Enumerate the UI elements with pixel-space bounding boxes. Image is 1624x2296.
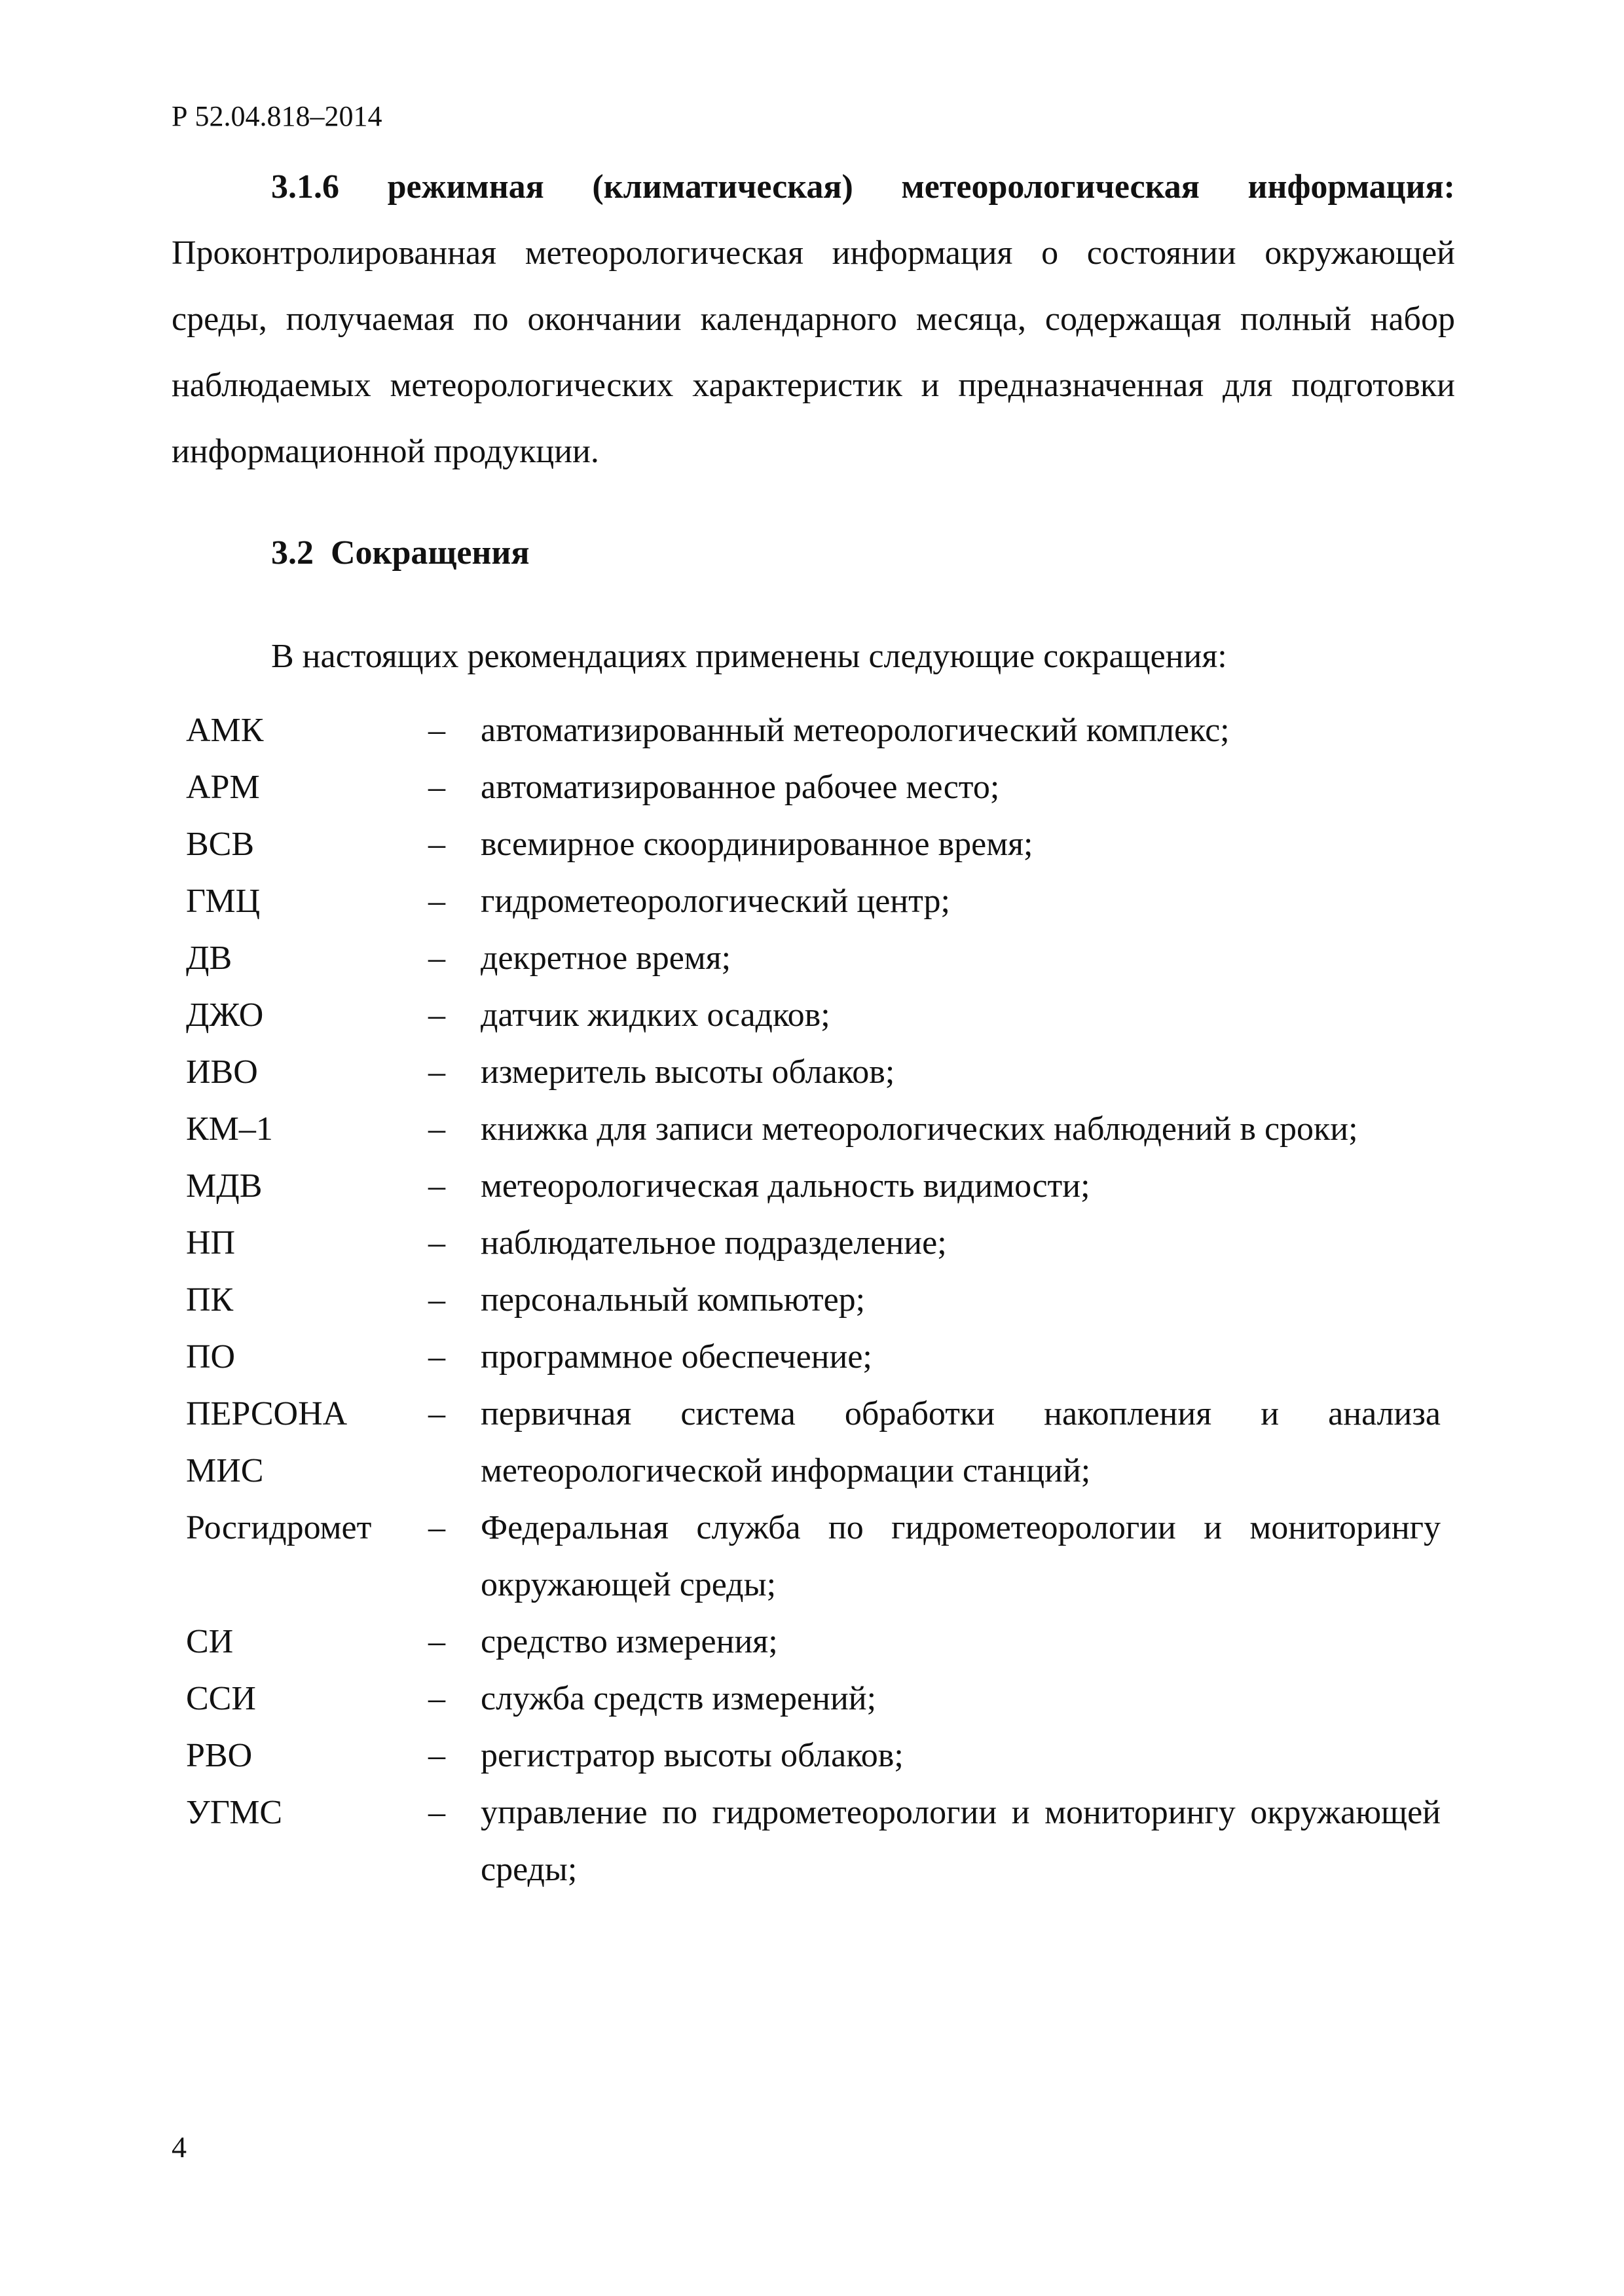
- abbreviation-definition: регистратор высоты облаков;: [481, 1737, 904, 1774]
- abbreviation-dash: –: [428, 826, 445, 863]
- abbreviation-dash: –: [428, 1509, 445, 1546]
- abbreviation-term: ПЕРСОНА МИС: [186, 1395, 348, 1489]
- abbreviation-definition: автоматизированный метеорологический комплекс;: [481, 712, 1230, 749]
- abbreviation-dash: –: [428, 996, 445, 1034]
- abbreviation-definition: Федеральная служба по гидрометеорологии и мониторингу окружающей среды;: [481, 1509, 1441, 1603]
- abbreviation-term: АМК: [186, 712, 264, 749]
- abbreviation-row: [186, 1271, 1441, 1328]
- abbreviation-row: [186, 702, 1441, 759]
- abbreviations-intro: В настоящих рекомендациях применены следующие сокращения:: [271, 638, 1227, 675]
- abbreviation-term: ИВО: [186, 1053, 258, 1091]
- abbreviation-dash: –: [428, 769, 445, 806]
- abbreviation-definition: измеритель высоты облаков;: [481, 1053, 895, 1091]
- abbreviation-row: [186, 1157, 1441, 1214]
- abbreviation-term: Росгидромет: [186, 1509, 372, 1546]
- abbreviation-definition: гидрометеорологический центр;: [481, 883, 950, 920]
- section-3-1-6-term: 3.1.6 режимная (климатическая) метеорологическая информация:: [271, 168, 1455, 206]
- abbreviation-definition: датчик жидких осадков;: [481, 996, 830, 1034]
- section-3-1-6-paragraph: [172, 154, 1455, 484]
- abbreviation-definition: метеорологическая дальность видимости;: [481, 1167, 1090, 1205]
- abbreviation-definition: средство измерения;: [481, 1623, 778, 1660]
- section-3-1-6-definition: Проконтролированная метеорологическая информация о состоянии окружающей среды, получаемая по окончании календарного месяца, содержащая полный набор наблюдаемых метеорологических характеристик и предназначенная для подготовки информационной продукции.: [172, 234, 1455, 470]
- abbreviation-definition: книжка для записи метеорологических наблюдений в сроки;: [481, 1110, 1358, 1148]
- abbreviation-row: [186, 1101, 1441, 1157]
- abbreviation-dash: –: [428, 1224, 445, 1262]
- abbreviation-term: КМ–1: [186, 1110, 273, 1148]
- abbreviation-term: РВО: [186, 1737, 253, 1774]
- abbreviation-row: [186, 1328, 1441, 1385]
- abbreviation-dash: –: [428, 1623, 445, 1660]
- section-3-2-number: 3.2: [271, 534, 314, 572]
- section-3-2-heading: [271, 530, 529, 576]
- abbreviation-row: [186, 1499, 1441, 1613]
- abbreviation-dash: –: [428, 1338, 445, 1376]
- abbreviation-dash: –: [428, 1737, 445, 1774]
- abbreviation-row: [186, 1727, 1441, 1784]
- abbreviation-dash: –: [428, 1167, 445, 1205]
- abbreviation-dash: –: [428, 1395, 445, 1432]
- abbreviations-list: [186, 702, 1441, 1898]
- abbreviation-dash: –: [428, 712, 445, 749]
- abbreviation-definition: декретное время;: [481, 939, 731, 977]
- abbreviation-row: [186, 1214, 1441, 1271]
- abbreviation-row: [186, 987, 1441, 1044]
- abbreviation-dash: –: [428, 1281, 445, 1319]
- abbreviation-term: ВСВ: [186, 826, 255, 863]
- abbreviation-term: ПО: [186, 1338, 236, 1376]
- abbreviation-definition: программное обеспечение;: [481, 1338, 872, 1376]
- abbreviation-definition: первичная система обработки накопления и анализа метеорологической информации станций;: [481, 1395, 1441, 1489]
- abbreviation-term: АРМ: [186, 769, 260, 806]
- abbreviation-row: [186, 1385, 1441, 1499]
- abbreviation-definition: управление по гидрометеорологии и мониторингу окружающей среды;: [481, 1794, 1441, 1888]
- abbreviation-dash: –: [428, 1794, 445, 1831]
- abbreviation-row: [186, 873, 1441, 930]
- abbreviation-row: [186, 1613, 1441, 1670]
- abbreviation-dash: –: [428, 1680, 445, 1717]
- abbreviation-row: [186, 816, 1441, 873]
- abbreviation-term: ДЖО: [186, 996, 264, 1034]
- abbreviation-definition: персональный компьютер;: [481, 1281, 866, 1319]
- abbreviation-row: [186, 930, 1441, 987]
- abbreviation-row: [186, 759, 1441, 816]
- page-number: 4: [172, 2130, 187, 2164]
- abbreviation-term: ССИ: [186, 1680, 256, 1717]
- section-3-2-title: Сокращения: [331, 534, 530, 572]
- abbreviation-term: ГМЦ: [186, 883, 261, 920]
- abbreviation-dash: –: [428, 1110, 445, 1148]
- section-3-1-6: [172, 154, 1455, 484]
- abbreviation-term: НП: [186, 1224, 236, 1262]
- abbreviation-row: [186, 1670, 1441, 1727]
- abbreviation-term: МДВ: [186, 1167, 263, 1205]
- abbreviation-dash: –: [428, 883, 445, 920]
- abbreviation-definition: всемирное скоординированное время;: [481, 826, 1033, 863]
- abbreviation-definition: наблюдательное подразделение;: [481, 1224, 947, 1262]
- abbreviation-definition: автоматизированное рабочее место;: [481, 769, 1000, 806]
- abbreviation-term: ДВ: [186, 939, 232, 977]
- abbreviation-row: [186, 1044, 1441, 1101]
- document-code: Р 52.04.818–2014: [172, 100, 382, 132]
- abbreviation-dash: –: [428, 1053, 445, 1091]
- abbreviation-term: УГМС: [186, 1794, 283, 1831]
- abbreviation-definition: служба средств измерений;: [481, 1680, 877, 1717]
- abbreviation-term: ПК: [186, 1281, 234, 1319]
- abbreviation-dash: –: [428, 939, 445, 977]
- abbreviation-row: [186, 1784, 1441, 1898]
- abbreviation-term: СИ: [186, 1623, 234, 1660]
